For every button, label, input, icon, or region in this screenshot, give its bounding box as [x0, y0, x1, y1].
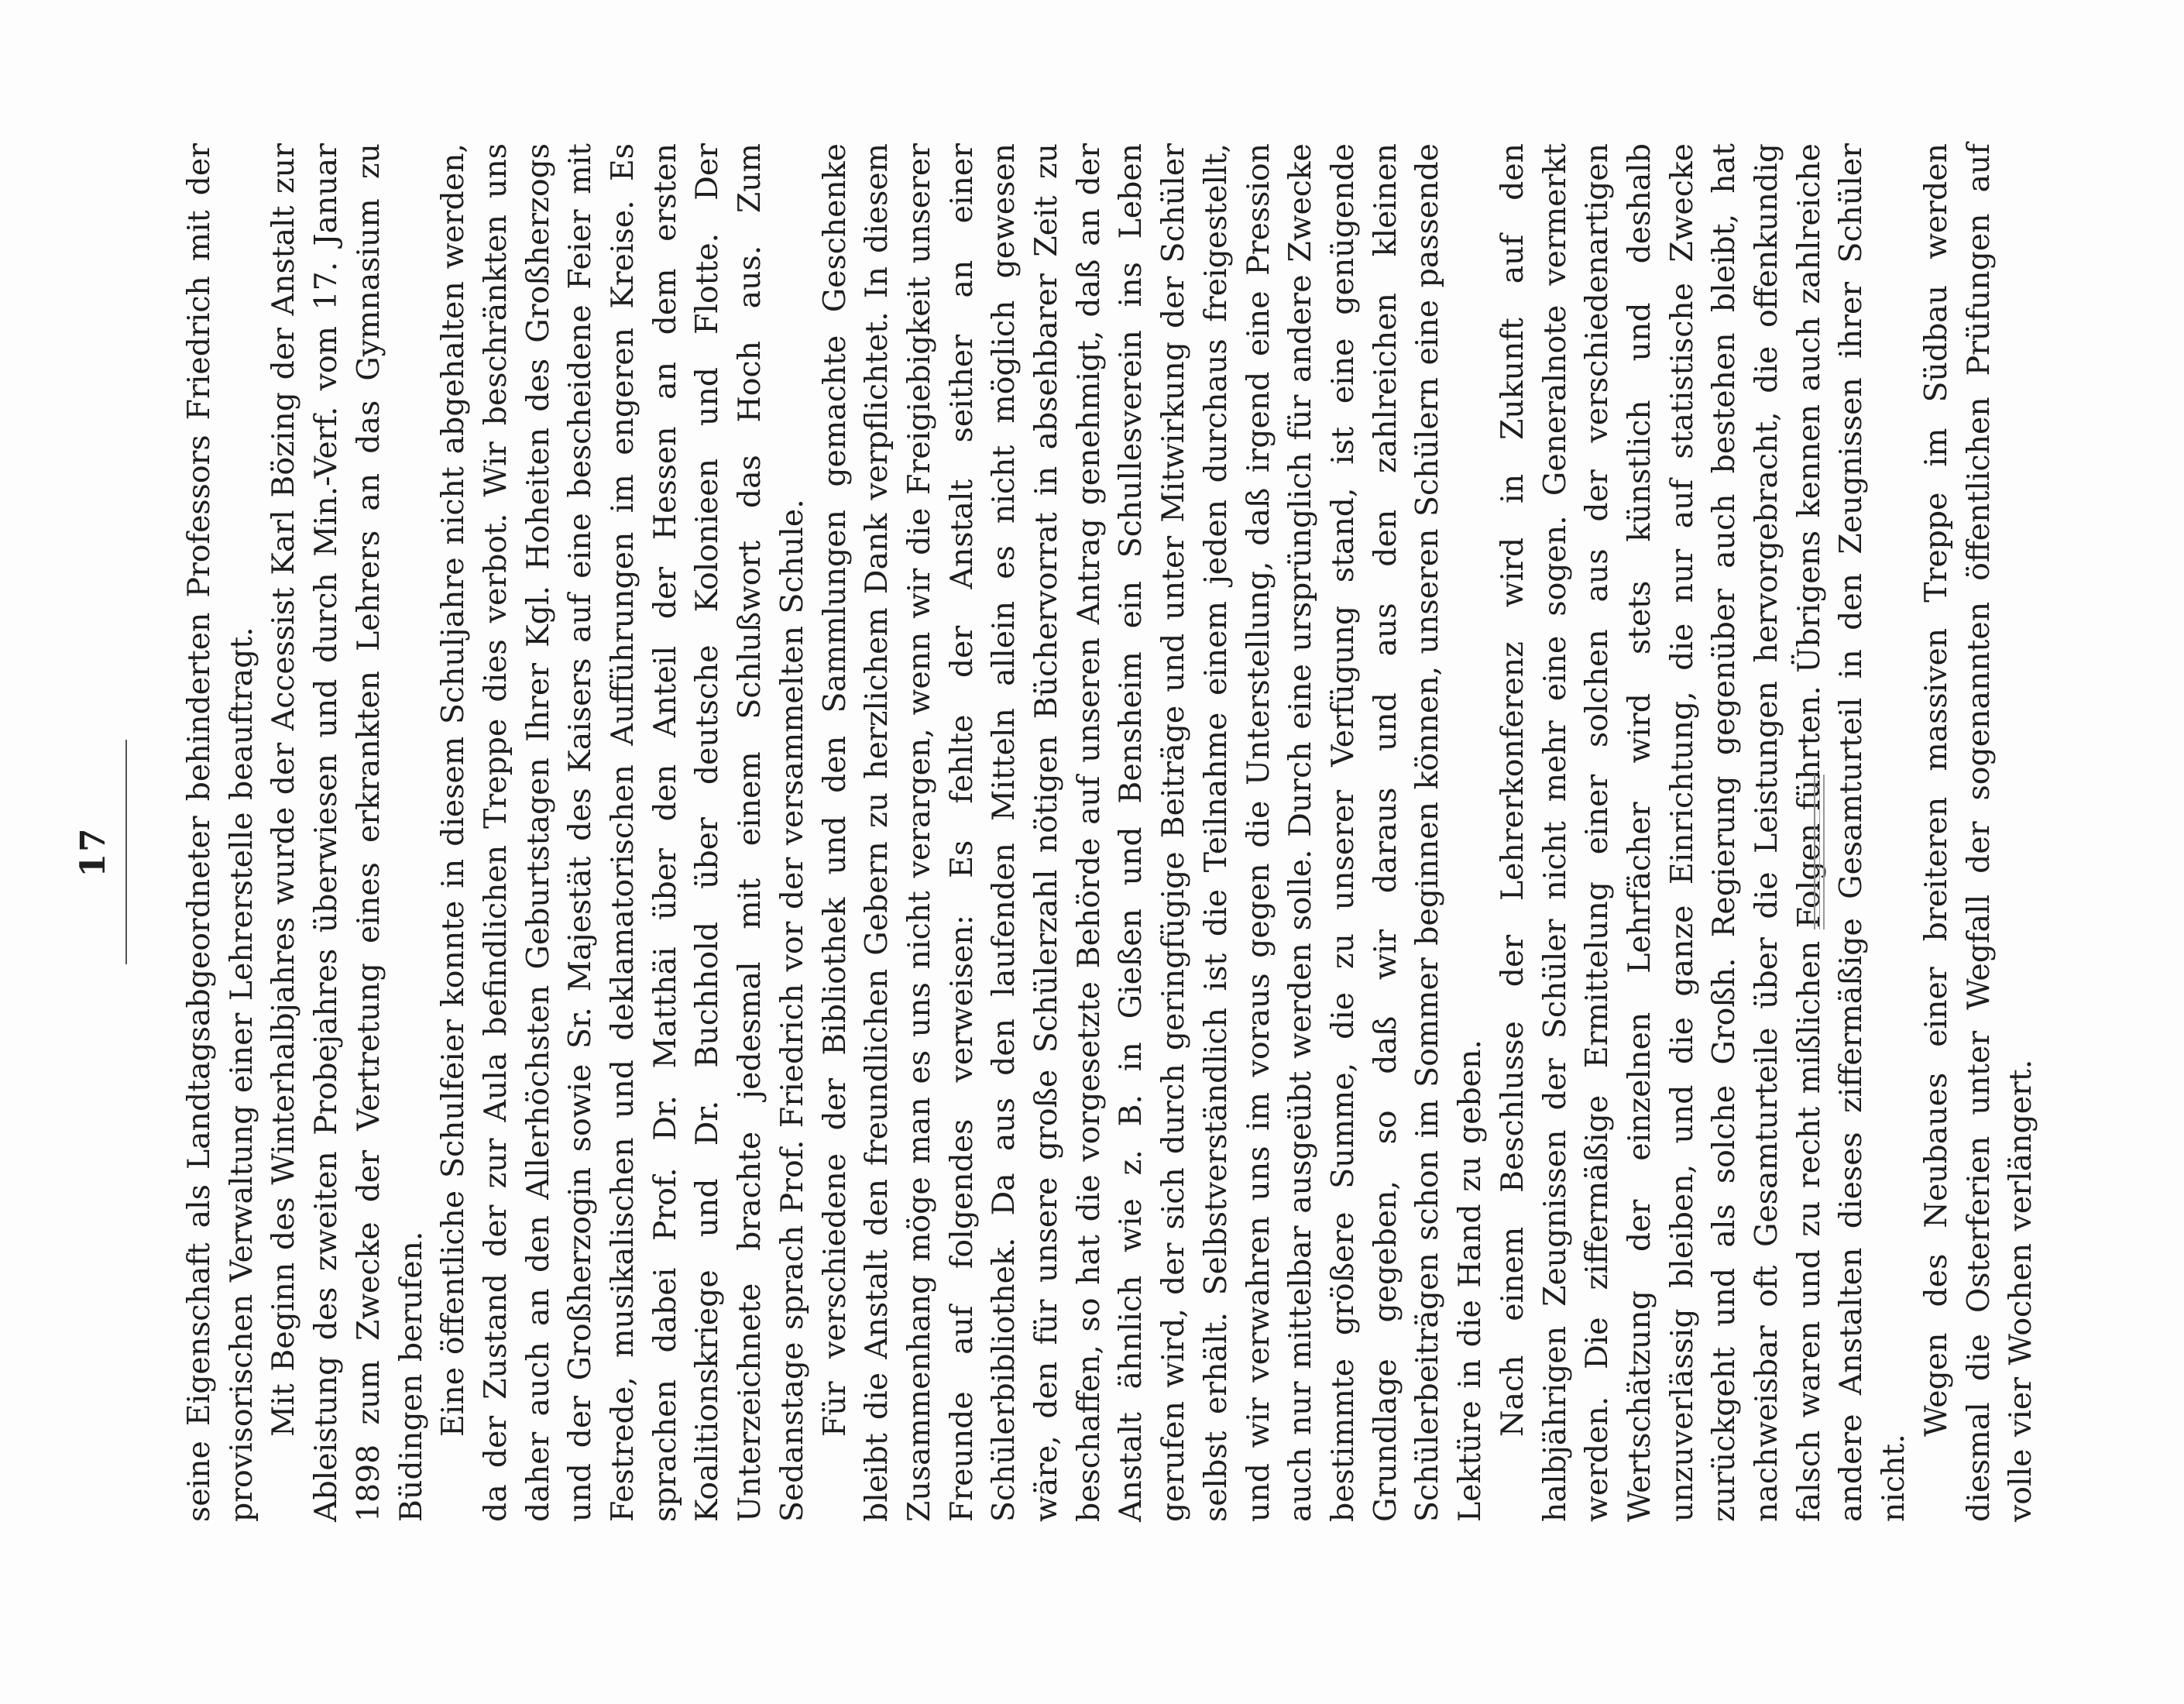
page-number: 17 [74, 826, 113, 878]
paragraph-easter-holidays: Wegen des Neubaues einer breiteren massiven Treppe im Südbau werden diesmal die Osterferien unter Wegfall der sogenannten öffentlichen Prüfungen auf volle vier Wochen verlängert. [1918, 143, 2039, 1522]
paragraph-school-celebration: Eine öffentliche Schulfeier konnte in diesem Schuljahre nicht abgehalten werden, da der Zustand der zur Aula befindlichen Treppe dies verbot. Wir beschränkten uns daher auch an den Allerhöchsten Geburtstagen Ihrer Kgl. Hoheiten des Großherzogs und der Großherzogin sowie Sr. Majestät des Kaisers auf eine bescheidene Feier mit Festrede, musikalischen und deklamatorischen Aufführungen im engeren Kreise. Es sprachen dabei Prof. Dr. Matthäi über den Anteil der Hessen an dem ersten Koalitionskriege und Dr. Buchhold über deutsche Kolonieen und Flotte. Der Unterzeichnete brachte jedesmal mit einem Schlußwort das Hoch aus. Zum Sedanstage sprach Prof. Friedrich vor der versammelten Schule. [435, 143, 810, 1522]
header-rule [125, 740, 127, 964]
closing-rule [1819, 775, 1820, 929]
paragraph-probationary-year: Mit Beginn des Winterhalbjahres wurde der Accessist Karl Bözing der Anstalt zur Ableistung des zweiten Probejahres überwiesen und durch Min.-Verf. vom 17. Januar 1898 zum Zwecke der Vertretung eines erkrankten Lehrers an das Gymnasium zu Büdingen berufen. [266, 143, 429, 1522]
closing-rule [1823, 775, 1825, 929]
body-text [178, 143, 2042, 1522]
closing-rule [1814, 775, 1815, 929]
paragraph-general-grade: Nach einem Beschlusse der Lehrerkonferenz wird in Zukunft auf den halbjährigen Zeugnissen der Schüler nicht mehr eine sogen. Generalnote vermerkt werden. Die ziffermäßige Ermittelung einer solchen aus der verschiedenartigen Wertschätzung der einzelnen Lehrfächer wird stets künstlich und deshalb unzuverlässig bleiben, und die ganze Einrichtung, die nur auf statistische Zwecke zurückgeht und als solche Großh. Regierung gegenüber auch bestehen bleibt, hat nachweisbar oft Gesamturteile über die Leistungen hervorgebracht, die offenkundig falsch waren und zu recht mißlichen Folgen führten. Übrigens kennen auch zahlreiche andere Anstalten dieses ziffermäßige Gesamturteil in den Zeugnissen ihrer Schüler nicht. [1494, 143, 1912, 1522]
paragraph-teacher-assignment: seine Eigenschaft als Landtagsabgeordneter behinderten Professors Friedrich mit der provisorischen Verwaltung einer Lehrerstelle beauftragt. [181, 143, 259, 1522]
paragraph-library-donations: Für verschiedene der Bibliothek und den Sammlungen gemachte Geschenke bleibt die Anstalt den freundlichen Gebern zu herzlichem Dank verpflichtet. In diesem Zusammenhang möge man es uns nicht verargen, wenn wir die Freigiebigkeit unserer Freunde auf folgendes verweisen: Es fehlte der Anstalt seither an einer Schülerbibliothek. Da aus den laufenden Mitteln allein es nicht möglich gewesen wäre, den für unsere große Schülerzahl nötigen Büchervorrat in absehbarer Zeit zu beschaffen, so hat die vorgesetzte Behörde auf unseren Antrag genehmigt, daß an der Anstalt ähnlich wie z. B. in Gießen und Bensheim ein Schullesverein ins Leben gerufen wird, der sich durch geringfügige Beiträge und unter Mitwirkung der Schüler selbst erhält. Selbstverständlich ist die Teilnahme einem jeden durchaus freigestellt, und wir verwahren uns im voraus gegen die Unterstellung, daß irgend eine Pression auch nur mittelbar ausgeübt werden solle. Durch eine ursprünglich für andere Zwecke bestimmte größere Summe, die zu unserer Verfügung stand, ist eine genügende Grundlage gegeben, so daß wir daraus und aus den zahlreichen kleinen Schülerbeiträgen schon im Sommer beginnen können, unseren Schülern eine passende Lektüre in die Hand zu geben. [816, 143, 1489, 1522]
